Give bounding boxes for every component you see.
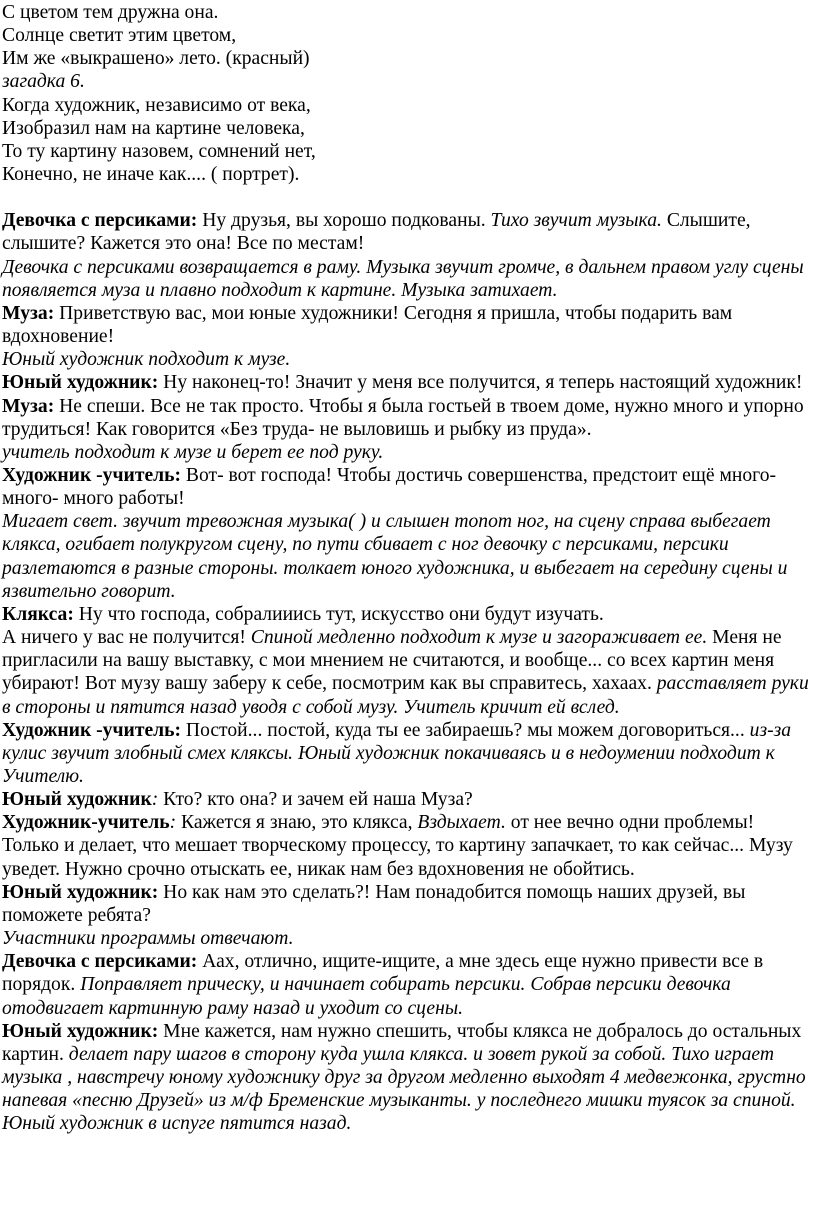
script-paragraph <box>2 1020 814 1136</box>
dialogue-text: Ну что господа, собралииись тут, искусство они будут изучать. <box>73 603 604 625</box>
speaker-name: Девочка с персиками: <box>2 951 198 973</box>
stage-direction: : <box>169 812 177 834</box>
speaker-name: Художник -учитель: <box>2 719 182 741</box>
stage-direction: Тихо звучит музыка. <box>490 210 662 232</box>
stage-direction: расставляет руки в стороны и пятится назад уводя с собой музу. Учитель кричит ей вслед. <box>2 673 809 718</box>
dialogue-text: Ну друзья, вы хорошо подкованы. <box>197 210 491 232</box>
riddle-poem <box>2 1 814 186</box>
script-paragraph <box>2 881 814 927</box>
script-paragraph <box>2 371 814 394</box>
stage-direction: : <box>151 789 159 811</box>
dialogue-text: Кажется я знаю, это клякса, <box>176 812 418 834</box>
script-paragraph <box>2 603 814 626</box>
dialogue-text: Ну наконец-то! Значит у меня все получится, я теперь настоящий художник! <box>158 372 803 394</box>
speaker-name: Девочка с персиками: <box>2 210 198 232</box>
script-paragraph <box>2 788 814 811</box>
stage-direction: Вздыхает. <box>417 812 506 834</box>
stage-direction: Девочка с персиками возвращается в раму. Музыка звучит громче, в дальнем правом углу сцены появляется муза и плавно подходит к картине. Музыка затихает. <box>2 256 804 301</box>
poem-line: загадка 6. <box>2 71 85 93</box>
poem-line: То ту картину назовем, сомнений нет, <box>2 140 316 162</box>
script-paragraph <box>2 256 814 302</box>
speaker-name: Художник-учитель <box>2 812 170 834</box>
poem-line: С цветом тем дружна она. <box>2 2 219 23</box>
dialogue-text: от нее вечно одни проблемы! Только и делает, что мешает творческому процессу, то картину запачкает, то как сейчас... Музу уведет. Нужно срочно отыскать ее, никак нам без вдохновения не обойтись. <box>2 812 793 880</box>
stage-direction: Мигает свет. звучит тревожная музыка( ) и слышен топот ног, на сцену справа выбегает клякса, огибает полукругом сцену, по пути сбивает с ног девочку с персиками, персики разлетаются в разные стороны. толкает юного художника, и выбегает на середину сцены и язвительно говорит. <box>2 511 788 602</box>
speaker-name: Юный художник: <box>2 881 159 903</box>
dialogue-text: Не спеши. Все не так просто. Чтобы я была гостьей в твоем доме, нужно много и упорно трудиться! Как говорится «Без труда- не выловишь и рыбку из пруда». <box>2 395 804 440</box>
speaker-name: Муза: <box>2 302 55 324</box>
dialogue-text: Но как нам это сделать?! Нам понадобится помощь наших друзей, вы поможете ребята? <box>2 881 746 926</box>
script-paragraph <box>2 209 814 255</box>
script-paragraph <box>2 927 814 950</box>
script-paragraph <box>2 464 814 510</box>
script-paragraph <box>2 302 814 348</box>
speaker-name: Муза: <box>2 395 55 417</box>
script-paragraph <box>2 395 814 441</box>
dialogue-text: Вот- вот господа! Чтобы достичь совершенства, предстоит ещё много- много- много работы! <box>2 464 777 510</box>
dialogue-text: Кто? кто она? и зачем ей наша Муза? <box>158 789 473 811</box>
poem-line: Когда художник, независимо от века, <box>2 94 311 116</box>
document-page <box>2 1 814 1136</box>
stage-direction: делает пару шагов в сторону куда ушла клякса. и зовет рукой за собой. Тихо играет музыка , навстречу юному художнику друг за другом медленно выходят 4 медвежонка, грустно напевая «песню Друзей» из м/ф Бременские музыканты. у последнего мишки туясок за спиной. Юный художник в испуге пятится назад. <box>2 1043 806 1135</box>
script-paragraph <box>2 950 814 1019</box>
script-paragraph <box>2 719 814 788</box>
dialogue-text: Постой... постой, куда ты ее забираешь? мы можем договориться... <box>181 719 750 741</box>
speaker-name: Юный художник <box>2 789 152 811</box>
speaker-name: Юный художник: <box>2 1020 159 1042</box>
script-paragraph <box>2 811 814 880</box>
script-paragraph <box>2 510 814 603</box>
blank-line <box>2 186 814 209</box>
script-paragraph <box>2 348 814 371</box>
script-paragraph <box>2 441 814 464</box>
speaker-name: Клякса: <box>2 603 74 625</box>
poem-line: Солнце светит этим цветом, <box>2 25 237 47</box>
poem-line: Им же «выкрашено» лето. (красный) <box>2 48 310 70</box>
dialogue-text: Аах, отлично, ищите-ищите, а мне здесь еще нужно привести все в порядок. <box>2 951 764 996</box>
dialogue-text: Слышите, слышите? Кажется это она! Все по местам! <box>2 210 751 255</box>
play-script <box>2 209 814 1135</box>
dialogue-text: Меня не пригласили на вашу выставку, с мои мнением не считаются, и вообще... со всех картин меня убирают! Вот музу вашу заберу к себе, посмотрим как вы справитесь, хахаах. <box>2 627 782 695</box>
dialogue-text: А ничего у вас не получится! <box>2 627 251 649</box>
script-paragraph <box>2 626 814 719</box>
speaker-name: Художник -учитель: <box>2 464 182 486</box>
poem-line: Изобразил нам на картине человека, <box>2 117 305 139</box>
dialogue-text: Приветствую вас, мои юные художники! Сегодня я пришла, чтобы подарить вам вдохновение! <box>2 302 733 348</box>
stage-direction: Спиной медленно подходит к музе и загораживает ее. <box>250 627 708 649</box>
stage-direction: учитель подходит к музе и берет ее под руку. <box>2 441 384 463</box>
stage-direction: из-за кулис звучит злобный смех кляксы. Юный художник покачиваясь и в недоумении подходит к Учителю. <box>2 719 792 788</box>
speaker-name: Юный художник: <box>2 372 159 394</box>
poem-line: Конечно, не иначе как.... ( портрет). <box>2 163 300 185</box>
stage-direction: Юный художник подходит к музе. <box>2 349 291 371</box>
stage-direction: Поправляет прическу, и начинает собирать персики. Собрав персики девочка отодвигает картинную раму назад и уходит со сцены. <box>2 974 731 1019</box>
stage-direction: Участники программы отвечают. <box>2 928 294 950</box>
dialogue-text: Мне кажется, нам нужно спешить, чтобы клякса не добралось до остальных картин. <box>2 1020 802 1065</box>
